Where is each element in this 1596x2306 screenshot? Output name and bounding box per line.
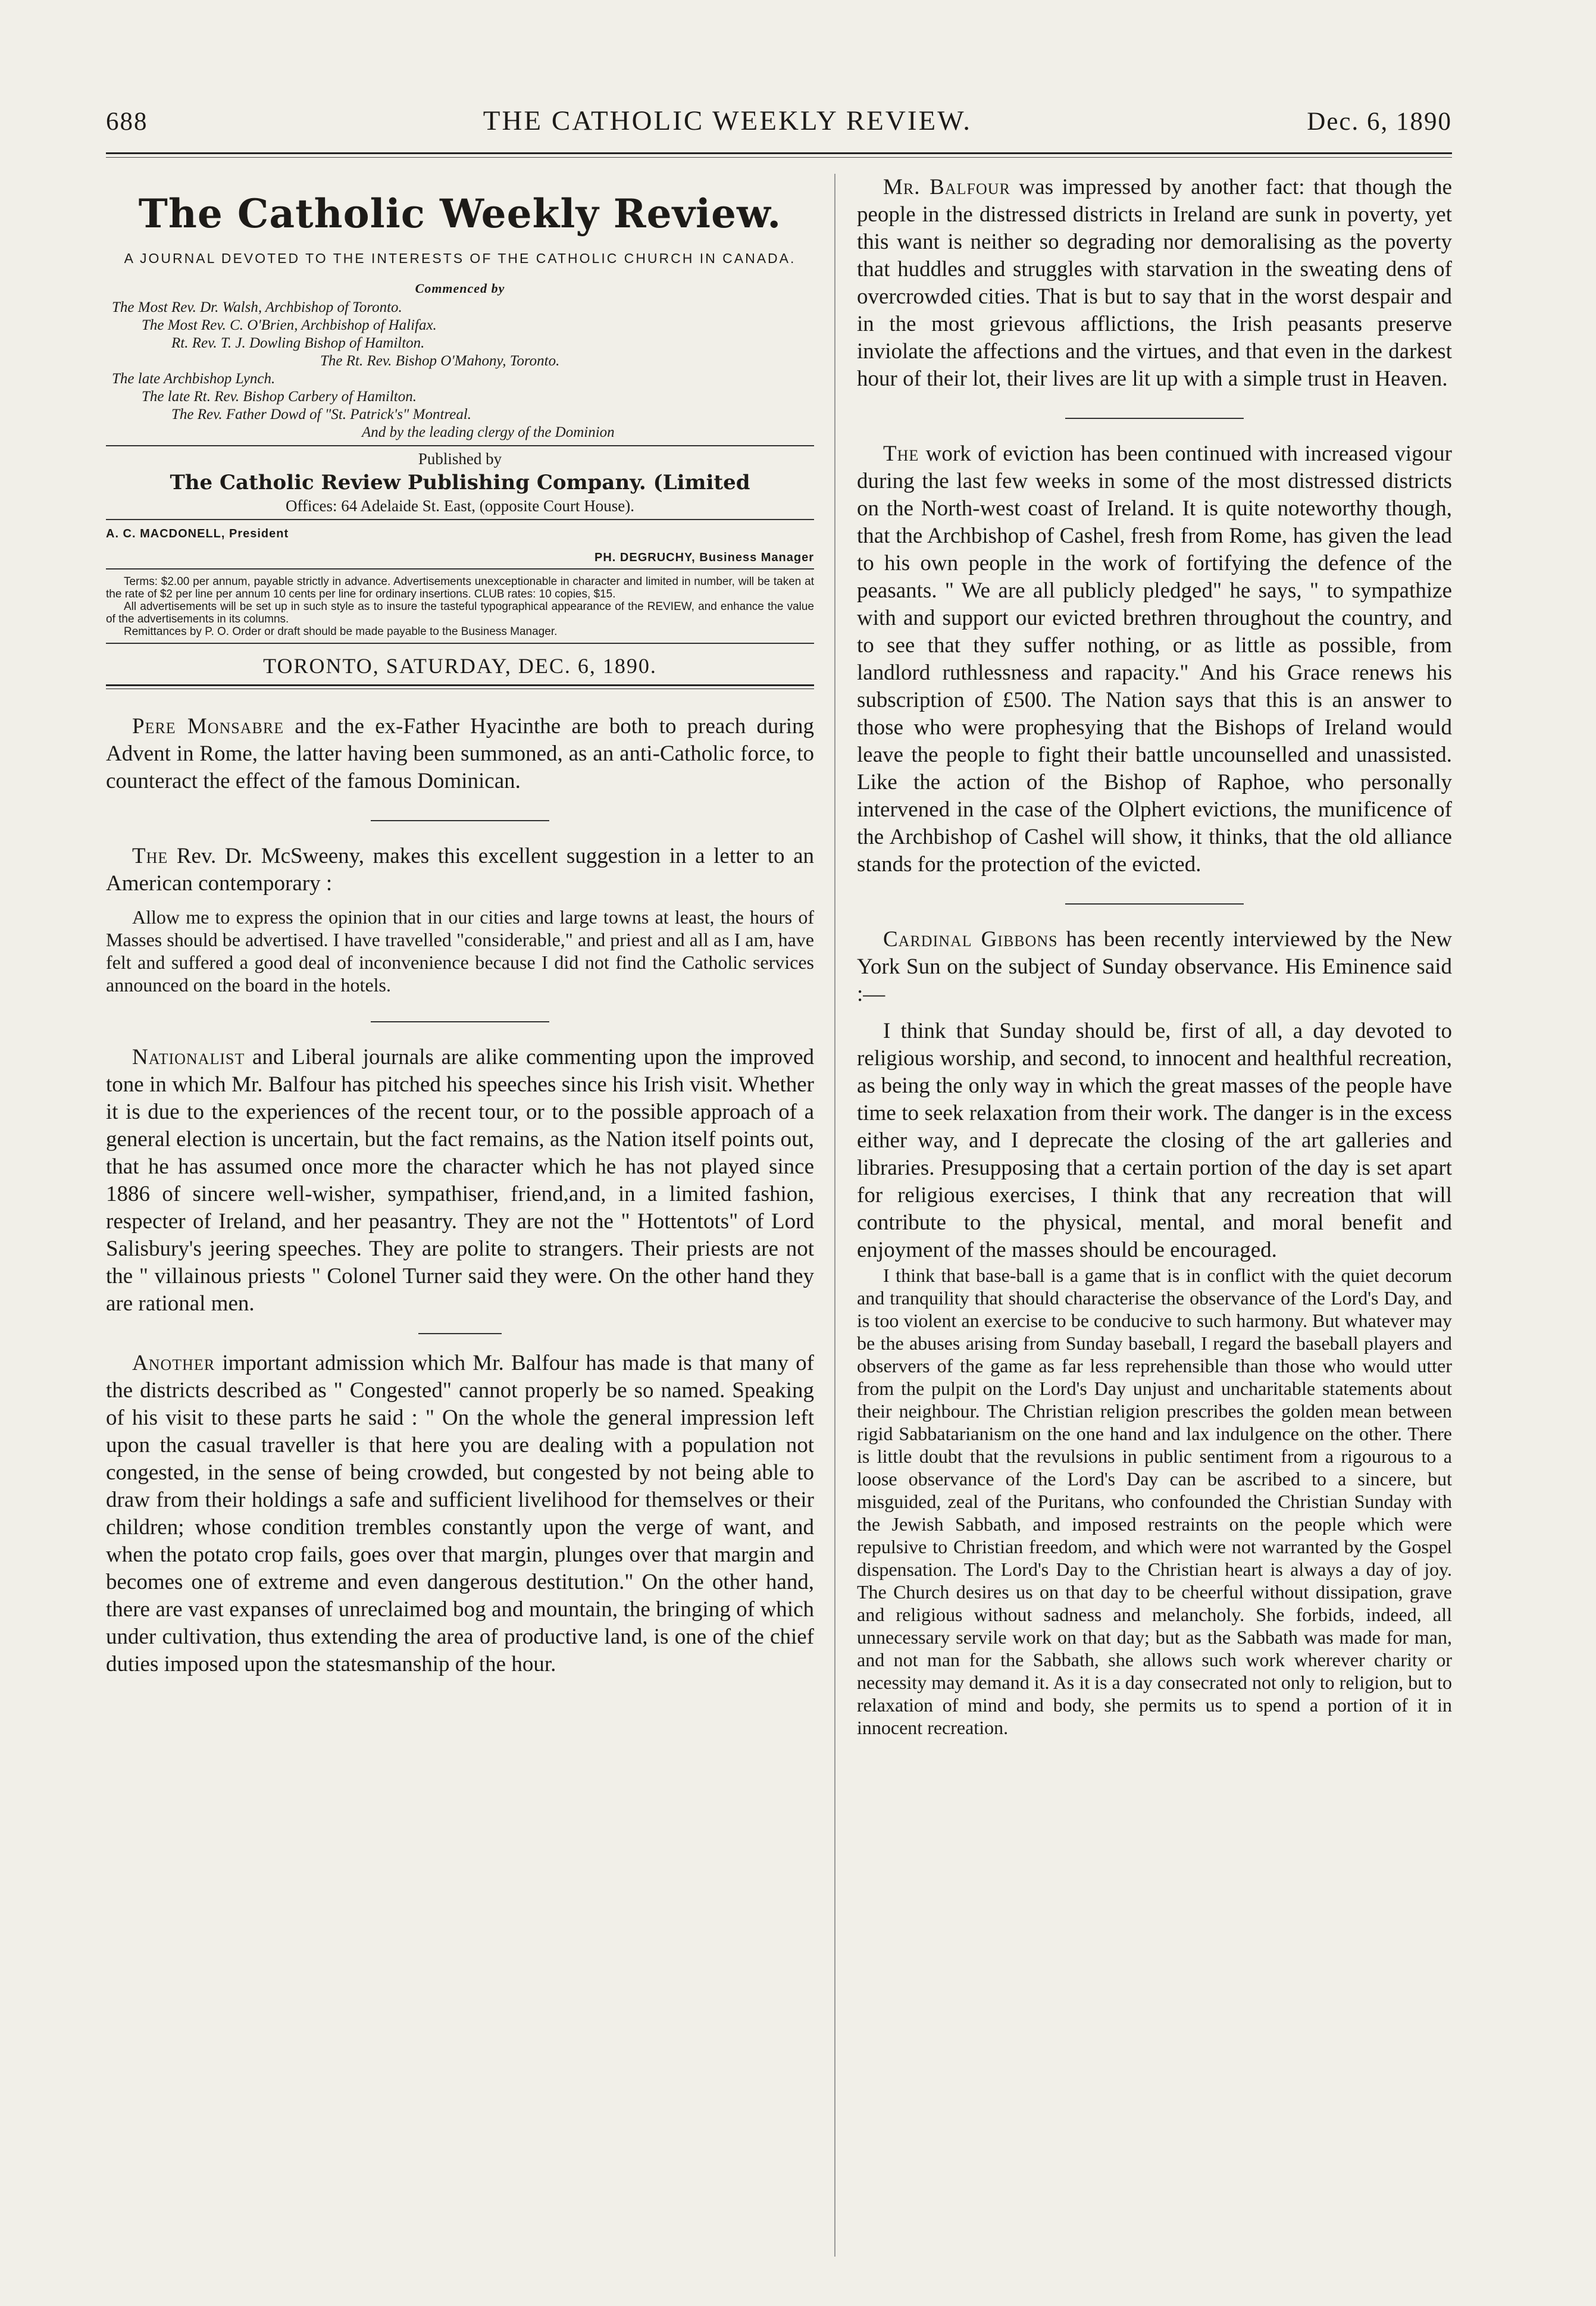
dateline-rule bbox=[106, 684, 814, 689]
masthead-subtitle: A JOURNAL DEVOTED TO THE INTERESTS OF THE CATHOLIC CHURCH IN CANADA. bbox=[124, 251, 796, 266]
article-text: work of eviction has been continued with increased vigour during the last few weeks in some of the most distressed districts on the North-west coast of Ireland. It is quite noteworthy though, that the Archbishop of Cashel, fresh from Rome, has given the lead to his own people in the work of fortifying the defence of the peasants. " We are all publicly pledged" he says, " to sympathize with and support our evicted brethren throughout the country, and to see that they suffer nothing, or as little as possible, from landlord ruthlessness and rapacity." And his Grace renews his subscription of £500. The Nation says that this is an answer to those who were prophesying that the Bishops of Ireland would leave the people to fight their battle uncounselled and unassisted. Like the action of the Bishop of Raphoe, who personally intervened in the case of the Olphert evictions, the munificence of the Archbishop of Cashel will show, it thinks, that the old alliance stands for the protection of the evicted. bbox=[857, 442, 1452, 877]
commenced-by: Commenced by bbox=[415, 281, 505, 296]
section-rule bbox=[371, 820, 549, 821]
patron-line: The Rt. Rev. Bishop O'Mahony, Toronto. bbox=[320, 353, 560, 369]
patron-line: The late Archbishop Lynch. bbox=[112, 371, 276, 387]
masthead-rule bbox=[106, 643, 814, 644]
masthead-rule bbox=[106, 568, 814, 570]
company-name: The Catholic Review Publishing Company. (Limited bbox=[170, 471, 750, 495]
running-header bbox=[106, 105, 1452, 137]
article-text: important admission which Mr. Balfour has made is that many of the districts described as " Congested" cannot properly be so named. Speaking of his visit to these parts he said : " On the whole the general impression left upon the casual traveller is that here you are dealing with a population not congested, in the sense of being crowded, but congested by not being able to draw from their holdings a safe and sufficient livelihood for themselves or their children; whose condition trembles constantly upon the verge of want, and when the potato crop fails, goes over that margin, plunges over that margin and becomes one of extreme and even dangerous destitution." On the other hand, there are vast expanses of unreclaimed bog and mountain, the bringing of which under cultivation, thus extending the area of productive land, is one of the chief duties imposed upon the statesmanship of the hour. bbox=[106, 1351, 814, 1676]
lead-words: Another bbox=[132, 1351, 215, 1375]
article-paragraph bbox=[857, 174, 1452, 393]
lead-words: Mr. Balfour bbox=[883, 175, 1010, 199]
section-rule bbox=[371, 1021, 549, 1022]
column-divider bbox=[834, 174, 835, 2257]
terms bbox=[106, 575, 814, 638]
patron-line: The Rev. Father Dowd of "St. Patrick's" Montreal. bbox=[171, 406, 472, 423]
offices-address: Offices: 64 Adelaide St. East, (opposite Court House). bbox=[286, 497, 634, 515]
masthead-name: The Catholic Weekly Review. bbox=[138, 190, 782, 237]
article-paragraph bbox=[106, 713, 814, 795]
president: A. C. MACDONELL, President bbox=[106, 527, 289, 540]
patrons-list bbox=[106, 299, 814, 442]
dateline: TORONTO, SATURDAY, DEC. 6, 1890. bbox=[263, 654, 657, 678]
interview-quote-continued: I think that base-ball is a game that is in conflict with the quiet decorum and tranquility that should characterise the observance of the Lord's Day, and is too violent an exercise to be conducive to such harmony. But whatever may be the abuses arising from Sunday baseball, I regard the baseball players and observers of the game as far less reprehensible than those who would utter from the pulpit on the Lord's Day unjust and uncharitable statements about their neighbour. The Christian religion prescribes the golden mean between rigid Sabbatarianism on the one hand and lax indulgence on the other. There is little doubt that the revulsions in public sentiment from a rigourous to a loose observance of the Lord's Day can be ascribed to a sincere, but misguided, zeal of the Puritans, who confounded the Christian Sunday with the Jewish Sabbath, and imposed restraints on the people which were repulsive to Christian freedom, and which were not warranted by the Gospel dispensation. The Lord's Day to the Christian heart is always a day of joy. The Church desires us on that day to be cheerful without dissipation, grave and religious without sadness and melancholy. She forbids, indeed, all unnecessary servile work on that day; but as the Sabbath was made for man, and not man for the Sabbath, she allows such work wherever charity or necessity may demand it. As it is a day consecrated not only to religion, but to relaxation of mind and body, she permits us to spend a portion of it in innocent recreation. bbox=[857, 1265, 1452, 1738]
section-rule bbox=[1065, 903, 1244, 905]
article-paragraph bbox=[857, 926, 1452, 1008]
article-text: Rev. Dr. McSweeny, makes this excellent suggestion in a letter to an American contemporary : bbox=[106, 844, 814, 896]
article-text: was impressed by another fact: that though the people in the distressed districts in Ireland are sunk in poverty, yet this want is neither so degrading nor demoralising as the poverty that huddles and struggles with starvation in the sweating dens of overcrowded cities. That is but to say that in the worst despair and in the most grievous afflictions, the Irish peasants preserve inviolate the affections and the virtues, and that even in the darkest hour of their lot, their lives are lit up with a simple trust in Heaven. bbox=[857, 175, 1453, 391]
patron-line: The Most Rev. C. O'Brien, Archbishop of Halifax. bbox=[142, 317, 437, 333]
article-paragraph bbox=[106, 1044, 814, 1318]
patron-line: The late Rt. Rev. Bishop Carbery of Hamilton. bbox=[142, 389, 417, 405]
section-rule bbox=[418, 1333, 502, 1334]
right-column bbox=[857, 174, 1452, 1739]
interview-quote: I think that Sunday should be, first of all, a day devoted to religious worship, and second, to innocent and healthful recreation, as being the only way in which the great masses of the people have time to seek relaxation from their work. The danger is in the excess either way, and I deprecate the closing of the art galleries and libraries. Presupposing that a certain portion of the day is set apart for religious exercises, I think that any recreation that will contribute to the physical, mental, and moral benefit and enjoyment of the masses should be encouraged. bbox=[857, 1019, 1452, 1262]
patron-line: The Most Rev. Dr. Walsh, Archbishop of Toronto. bbox=[112, 299, 402, 315]
quoted-letter: Allow me to express the opinion that in our cities and large towns at least, the hours of Masses should be advertised. I have travelled "considerable," and priest and all as I am, have felt and suffered a good deal of inconvenience because I did not find the Catholic services announced on the board in the hotels. bbox=[106, 906, 814, 996]
article-text: and Liberal journals are alike commenting upon the improved tone in which Mr. Balfour has pitched his speeches since his Irish visit. Whether it is due to the experiences of the recent tour, or to the possible approach of a general election is uncertain, but the fact remains, as the Nation itself points out, that he has assumed once more the character which he has not played since 1886 of sincere well-wisher, sympathiser, friend,and, in a limited fashion, respecter of Ireland, and her peasantry. They are not the " Hottentots" of Lord Salisbury's jeering speeches. They are polite to strangers. Their priests are not the " villainous priests " Colonel Turner said they were. On the other hand they are rational men. bbox=[106, 1045, 814, 1316]
lead-words: Cardinal Gibbons bbox=[883, 927, 1058, 952]
article-paragraph bbox=[857, 440, 1452, 878]
masthead bbox=[106, 190, 814, 689]
patron-line: And by the leading clergy of the Dominion bbox=[362, 424, 615, 440]
officers bbox=[106, 524, 814, 565]
masthead-rule bbox=[106, 519, 814, 520]
lead-words: The bbox=[132, 844, 168, 868]
patron-line: Rt. Rev. T. J. Dowling Bishop of Hamilton. bbox=[171, 335, 425, 351]
section-rule bbox=[1065, 418, 1244, 419]
publication-title: THE CATHOLIC WEEKLY REVIEW. bbox=[483, 105, 972, 136]
masthead-rule bbox=[106, 445, 814, 446]
business-manager: PH. DEGRUCHY, Business Manager bbox=[594, 551, 814, 564]
article-paragraph bbox=[106, 1350, 814, 1678]
terms-paragraph: All advertisements will be set up in such style as to insure the tasteful typographical appearance of the REVIEW, and enhance the value of the advertisements in its columns. bbox=[106, 600, 814, 625]
header-rule-thin bbox=[106, 157, 1452, 158]
page-number: 688 bbox=[106, 108, 148, 136]
header-rule bbox=[106, 152, 1452, 154]
left-column bbox=[106, 174, 814, 1678]
lead-words: Nationalist bbox=[132, 1045, 245, 1069]
terms-paragraph: Remittances by P. O. Order or draft should be made payable to the Business Manager. bbox=[124, 625, 558, 638]
article-text: has been recently interviewed by the New York Sun on the subject of Sunday observance. His Eminence said :— bbox=[857, 927, 1452, 1006]
article-text: and the ex-Father Hyacinthe are both to preach during Advent in Rome, the latter having been summoned, as an anti-Catholic force, to counteract the effect of the famous Dominican. bbox=[106, 714, 814, 793]
lead-words: The bbox=[883, 442, 919, 466]
lead-words: Pere Monsabre bbox=[132, 714, 284, 739]
terms-paragraph: Terms: $2.00 per annum, payable strictly in advance. Advertisements unexceptionable in character and limited in number, will be taken at the rate of $2 per line per annum 10 cents per line for ordinary insertions. CLUB rates: 10 copies, $15. bbox=[106, 575, 814, 600]
issue-date: Dec. 6, 1890 bbox=[1307, 108, 1452, 136]
published-by: Published by bbox=[418, 450, 502, 468]
article-paragraph bbox=[106, 843, 814, 897]
